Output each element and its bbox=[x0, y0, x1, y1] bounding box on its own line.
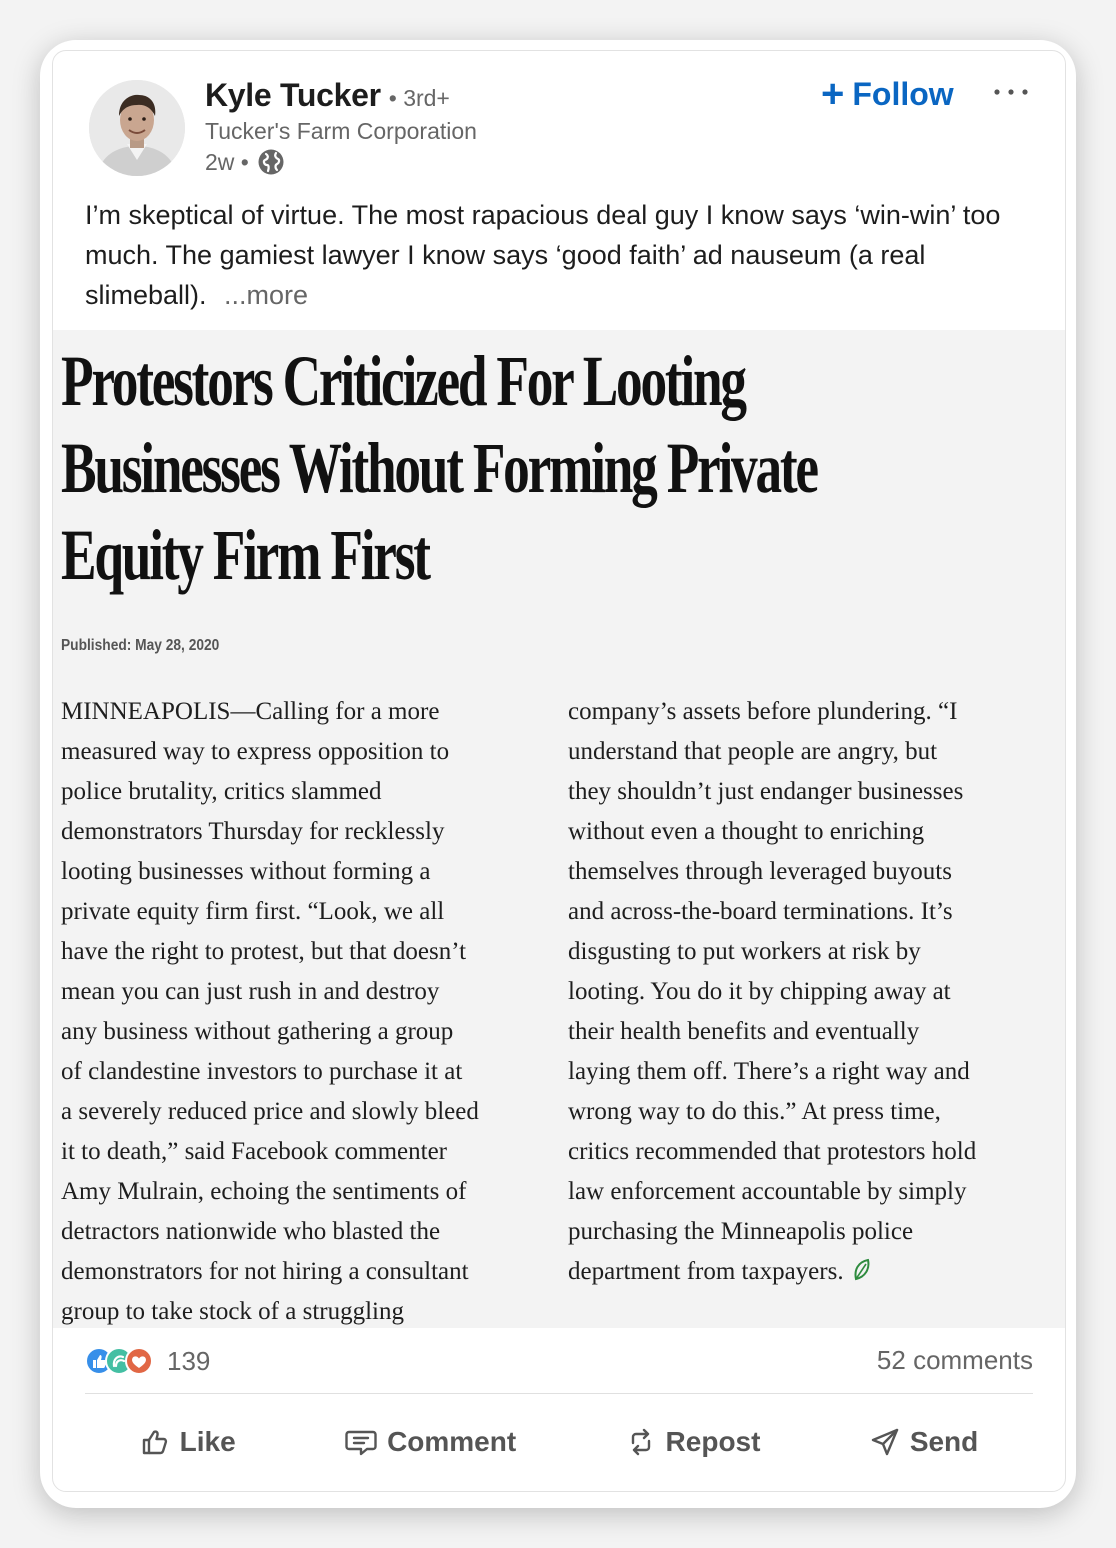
post-card bbox=[52, 50, 1066, 1492]
author-name[interactable]: Kyle Tucker bbox=[205, 77, 381, 113]
post-time: 2w • bbox=[205, 148, 249, 175]
onion-leaf-icon bbox=[852, 1255, 872, 1295]
reaction-count: 139 bbox=[167, 1345, 211, 1376]
comment-label: Comment bbox=[387, 1426, 517, 1457]
thumbs-up-icon bbox=[140, 1427, 170, 1457]
article-line: police brutality, critics slammed bbox=[61, 778, 382, 805]
globe-icon bbox=[257, 148, 285, 176]
post-body: I’m skeptical of virtue. The most rapacious deal guy I know says ‘win-win’ too much. The gamiest lawyer I know says ‘good faith’ ad nauseum (a real slimeball). bbox=[85, 200, 1001, 310]
article-line: themselves through leveraged buyouts bbox=[568, 858, 952, 885]
article-line: it to death,” said Facebook commenter bbox=[61, 1138, 447, 1165]
article-line: private equity firm first. “Look, we all bbox=[61, 898, 445, 925]
article-line: purchasing the Minneapolis police bbox=[568, 1218, 914, 1245]
article-headline bbox=[61, 338, 817, 599]
avatar[interactable] bbox=[89, 80, 185, 176]
more-options-icon[interactable] bbox=[991, 77, 1031, 107]
reactions-summary[interactable] bbox=[85, 1345, 210, 1377]
article-line: wrong way to do this.” At press time, bbox=[568, 1098, 941, 1125]
comment-button[interactable] bbox=[331, 1418, 530, 1466]
article-line: laying them off. There’s a right way and bbox=[568, 1058, 970, 1085]
send-button[interactable] bbox=[856, 1418, 992, 1466]
follow-label: Follow bbox=[852, 75, 954, 112]
article-line: law enforcement accountable by simply bbox=[568, 1178, 967, 1205]
article-line: Amy Mulrain, echoing the sentiments of bbox=[61, 1178, 467, 1205]
comments-count[interactable]: 52 comments bbox=[876, 1345, 1033, 1375]
post-text bbox=[85, 195, 1045, 315]
send-icon bbox=[870, 1427, 900, 1457]
article-line: and across-the-board terminations. It’s bbox=[568, 898, 953, 925]
article-line: without even a thought to enriching bbox=[568, 818, 925, 845]
like-label: Like bbox=[179, 1426, 236, 1457]
see-more-link[interactable]: ...more bbox=[224, 280, 309, 310]
article-column-left bbox=[61, 692, 479, 1328]
article-line: understand that people are angry, but bbox=[568, 738, 938, 765]
repost-label: Repost bbox=[665, 1426, 761, 1457]
headline-line: Equity Firm First bbox=[61, 515, 429, 595]
article-line: mean you can just rush in and destroy bbox=[61, 978, 440, 1005]
article-line: demonstrators Thursday for recklessly bbox=[61, 818, 445, 845]
article-last-line bbox=[568, 1252, 976, 1292]
article-line: any business without gathering a group bbox=[61, 1018, 454, 1045]
post-meta bbox=[205, 148, 285, 176]
comment-icon bbox=[345, 1427, 377, 1457]
like-button[interactable] bbox=[126, 1418, 250, 1466]
article-line: detractors nationwide who blasted the bbox=[61, 1218, 441, 1245]
article-line: disgusting to put workers at risk by bbox=[568, 938, 921, 965]
article-line: a severely reduced price and slowly bleed bbox=[61, 1098, 479, 1125]
article-image[interactable] bbox=[53, 330, 1066, 1328]
author-name-row bbox=[205, 77, 450, 114]
article-line: MINNEAPOLIS—Calling for a more bbox=[61, 698, 440, 725]
article-line: of clandestine investors to purchase it at bbox=[61, 1058, 463, 1085]
repost-button[interactable] bbox=[612, 1418, 775, 1466]
article-line: demonstrators for not hiring a consultant bbox=[61, 1258, 469, 1285]
reaction-icons bbox=[85, 1345, 165, 1377]
connection-degree: • 3rd+ bbox=[388, 85, 450, 111]
send-label: Send bbox=[909, 1426, 979, 1457]
article-line: looting. You do it by chipping away at bbox=[568, 978, 951, 1005]
repost-icon bbox=[626, 1427, 656, 1457]
headline-line: Businesses Without Forming Private bbox=[61, 428, 817, 508]
article-line: their health benefits and eventually bbox=[568, 1018, 920, 1045]
article-line: they shouldn’t just endanger businesses bbox=[568, 778, 964, 805]
plus-icon: + bbox=[821, 72, 845, 116]
article-line: looting businesses without forming a bbox=[61, 858, 431, 885]
author-headline: Tucker's Farm Corporation bbox=[205, 118, 477, 144]
article-line: company’s assets before plundering. “I bbox=[568, 698, 958, 725]
published-date: Published: May 28, 2020 bbox=[61, 637, 220, 654]
divider bbox=[85, 1393, 1033, 1394]
article-line: group to take stock of a struggling bbox=[61, 1298, 404, 1325]
article-line: have the right to protest, but that doesn’t bbox=[61, 938, 467, 965]
article-line: critics recommended that protestors hold bbox=[568, 1138, 977, 1165]
headline-line: Protestors Criticized For Looting bbox=[61, 341, 745, 421]
love-reaction-icon bbox=[125, 1347, 153, 1375]
article-line: measured way to express opposition to bbox=[61, 738, 450, 765]
article-column-right bbox=[568, 692, 976, 1292]
article-line-text: department from taxpayers. bbox=[568, 1258, 844, 1285]
action-bar bbox=[85, 1409, 1033, 1475]
follow-button[interactable] bbox=[821, 73, 954, 115]
